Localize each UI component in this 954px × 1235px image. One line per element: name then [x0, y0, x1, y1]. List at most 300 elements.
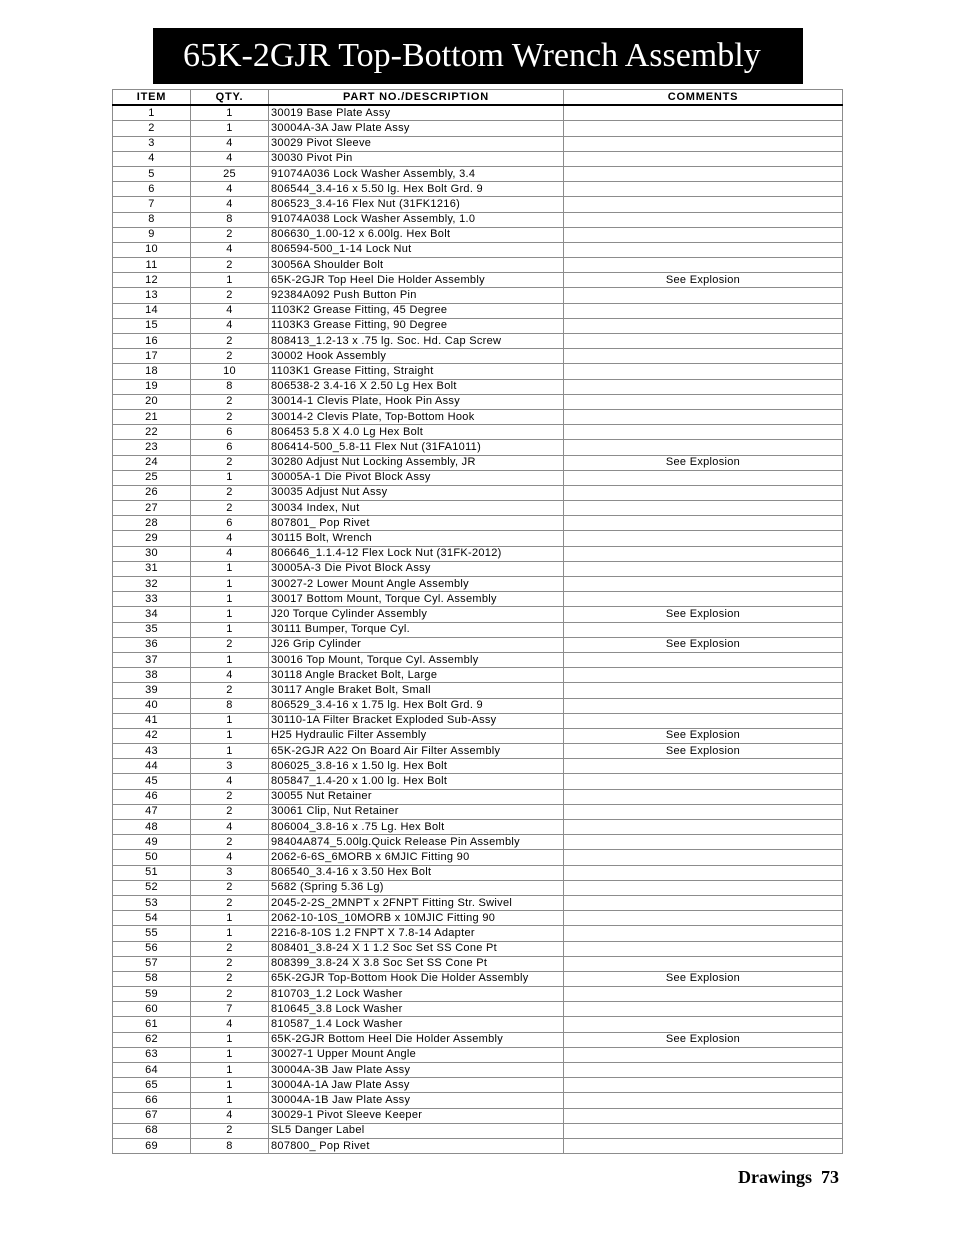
cell-description: 30111 Bumper, Torque Cyl.: [269, 622, 564, 637]
cell-comment: [564, 850, 843, 865]
cell-comment: [564, 288, 843, 303]
cell-description: 2216-8-10S 1.2 FNPT X 7.8-14 Adapter: [269, 926, 564, 941]
table-row: [113, 592, 843, 607]
cell-description: 30061 Clip, Nut Retainer: [269, 804, 564, 819]
cell-qty: 4: [191, 197, 269, 212]
table-row: [113, 470, 843, 485]
cell-item: 4: [113, 151, 191, 166]
table-row: [113, 379, 843, 394]
cell-description: 30056A Shoulder Bolt: [269, 258, 564, 273]
table-row: [113, 212, 843, 227]
table-row: [113, 1108, 843, 1123]
cell-item: 53: [113, 895, 191, 910]
cell-comment: [564, 577, 843, 592]
cell-comment: See Explosion: [564, 971, 843, 986]
cell-qty: 2: [191, 288, 269, 303]
cell-comment: [564, 379, 843, 394]
table-row: [113, 1123, 843, 1138]
cell-description: 30055 Nut Retainer: [269, 789, 564, 804]
header-qty: QTY.: [191, 90, 269, 106]
cell-description: 30110-1A Filter Bracket Exploded Sub-Assy: [269, 713, 564, 728]
cell-item: 29: [113, 531, 191, 546]
cell-item: 56: [113, 941, 191, 956]
cell-comment: [564, 941, 843, 956]
cell-comment: [564, 1123, 843, 1138]
cell-item: 16: [113, 334, 191, 349]
table-row: [113, 1138, 843, 1153]
cell-comment: See Explosion: [564, 607, 843, 622]
cell-qty: 1: [191, 273, 269, 288]
table-row: [113, 334, 843, 349]
table-row: [113, 1047, 843, 1062]
cell-qty: 1: [191, 622, 269, 637]
cell-description: 30004A-1A Jaw Plate Assy: [269, 1078, 564, 1093]
cell-description: 30115 Bolt, Wrench: [269, 531, 564, 546]
header-description: PART NO./DESCRIPTION: [269, 90, 564, 106]
table-row: [113, 151, 843, 166]
table-row: [113, 804, 843, 819]
cell-description: 30004A-3B Jaw Plate Assy: [269, 1063, 564, 1078]
cell-item: 28: [113, 516, 191, 531]
cell-item: 14: [113, 303, 191, 318]
cell-comment: [564, 1002, 843, 1017]
cell-item: 48: [113, 820, 191, 835]
cell-comment: [564, 698, 843, 713]
table-row: [113, 409, 843, 424]
cell-item: 52: [113, 880, 191, 895]
cell-qty: 1: [191, 1047, 269, 1062]
cell-description: 30034 Index, Nut: [269, 501, 564, 516]
cell-description: 30117 Angle Braket Bolt, Small: [269, 683, 564, 698]
cell-description: 810587_1.4 Lock Washer: [269, 1017, 564, 1032]
table-row: [113, 136, 843, 151]
cell-comment: See Explosion: [564, 1032, 843, 1047]
cell-description: 808399_3.8-24 X 3.8 Soc Set SS Cone Pt: [269, 956, 564, 971]
cell-description: 2062-6-6S_6MORB x 6MJIC Fitting 90: [269, 850, 564, 865]
table-row: [113, 227, 843, 242]
cell-qty: 6: [191, 516, 269, 531]
cell-qty: 1: [191, 561, 269, 576]
cell-item: 44: [113, 759, 191, 774]
table-row: [113, 789, 843, 804]
cell-comment: [564, 652, 843, 667]
cell-comment: [564, 1138, 843, 1153]
table-row: [113, 1093, 843, 1108]
cell-description: 30002 Hook Assembly: [269, 349, 564, 364]
cell-qty: 4: [191, 242, 269, 257]
cell-comment: [564, 531, 843, 546]
cell-description: 806646_1.1.4-12 Flex Lock Nut (31FK-2012): [269, 546, 564, 561]
cell-item: 62: [113, 1032, 191, 1047]
cell-item: 69: [113, 1138, 191, 1153]
cell-item: 45: [113, 774, 191, 789]
cell-comment: [564, 546, 843, 561]
cell-qty: 25: [191, 166, 269, 181]
cell-item: 22: [113, 425, 191, 440]
cell-item: 54: [113, 911, 191, 926]
cell-qty: 4: [191, 182, 269, 197]
table-row: [113, 637, 843, 652]
cell-qty: 1: [191, 1032, 269, 1047]
table-row: [113, 546, 843, 561]
cell-item: 21: [113, 409, 191, 424]
cell-comment: [564, 1108, 843, 1123]
cell-description: 1103K1 Grease Fitting, Straight: [269, 364, 564, 379]
cell-qty: 4: [191, 668, 269, 683]
table-row: [113, 668, 843, 683]
cell-qty: 2: [191, 227, 269, 242]
cell-comment: [564, 789, 843, 804]
cell-qty: 3: [191, 865, 269, 880]
cell-comment: [564, 151, 843, 166]
cell-qty: 2: [191, 880, 269, 895]
cell-comment: [564, 394, 843, 409]
table-row: [113, 895, 843, 910]
cell-item: 23: [113, 440, 191, 455]
cell-item: 35: [113, 622, 191, 637]
table-row: [113, 850, 843, 865]
cell-item: 7: [113, 197, 191, 212]
cell-description: 30029-1 Pivot Sleeve Keeper: [269, 1108, 564, 1123]
cell-qty: 6: [191, 425, 269, 440]
cell-qty: 8: [191, 1138, 269, 1153]
cell-qty: 2: [191, 804, 269, 819]
page-number: 73: [821, 1167, 839, 1187]
cell-comment: [564, 880, 843, 895]
cell-comment: [564, 911, 843, 926]
cell-description: 1103K3 Grease Fitting, 90 Degree: [269, 318, 564, 333]
cell-description: 30014-2 Clevis Plate, Top-Bottom Hook: [269, 409, 564, 424]
table-row: [113, 303, 843, 318]
cell-qty: 1: [191, 911, 269, 926]
cell-item: 15: [113, 318, 191, 333]
cell-qty: 2: [191, 485, 269, 500]
cell-qty: 7: [191, 1002, 269, 1017]
table-row: [113, 516, 843, 531]
table-row: [113, 987, 843, 1002]
table-row: [113, 561, 843, 576]
cell-item: 61: [113, 1017, 191, 1032]
cell-comment: [564, 166, 843, 181]
cell-description: 806594-500_1-14 Lock Nut: [269, 242, 564, 257]
cell-comment: [564, 501, 843, 516]
cell-comment: [564, 1017, 843, 1032]
cell-description: 30005A-1 Die Pivot Block Assy: [269, 470, 564, 485]
cell-qty: 1: [191, 926, 269, 941]
cell-comment: [564, 303, 843, 318]
cell-qty: 2: [191, 409, 269, 424]
cell-description: 30004A-3A Jaw Plate Assy: [269, 121, 564, 136]
cell-comment: [564, 105, 843, 121]
cell-comment: [564, 956, 843, 971]
table-row: [113, 956, 843, 971]
cell-qty: 4: [191, 318, 269, 333]
cell-qty: 1: [191, 105, 269, 121]
cell-comment: [564, 242, 843, 257]
cell-qty: 1: [191, 1078, 269, 1093]
cell-description: 806529_3.4-16 x 1.75 lg. Hex Bolt Grd. 9: [269, 698, 564, 713]
table-row: [113, 698, 843, 713]
cell-item: 67: [113, 1108, 191, 1123]
cell-comment: [564, 759, 843, 774]
cell-qty: 2: [191, 941, 269, 956]
cell-item: 31: [113, 561, 191, 576]
cell-description: J26 Grip Cylinder: [269, 637, 564, 652]
cell-item: 46: [113, 789, 191, 804]
cell-comment: [564, 349, 843, 364]
cell-comment: [564, 364, 843, 379]
cell-comment: [564, 683, 843, 698]
cell-comment: [564, 440, 843, 455]
table-row: [113, 288, 843, 303]
cell-description: 92384A092 Push Button Pin: [269, 288, 564, 303]
cell-comment: [564, 865, 843, 880]
cell-description: 65K-2GJR Top-Bottom Hook Die Holder Assembly: [269, 971, 564, 986]
cell-qty: 4: [191, 546, 269, 561]
cell-description: 806004_3.8-16 x .75 Lg. Hex Bolt: [269, 820, 564, 835]
cell-description: 30019 Base Plate Assy: [269, 105, 564, 121]
cell-description: 98404A874_5.00lg.Quick Release Pin Assembly: [269, 835, 564, 850]
table-row: [113, 652, 843, 667]
cell-comment: [564, 1063, 843, 1078]
table-row: [113, 440, 843, 455]
table-row: [113, 880, 843, 895]
cell-item: 43: [113, 744, 191, 759]
cell-comment: [564, 622, 843, 637]
cell-item: 55: [113, 926, 191, 941]
cell-description: 65K-2GJR A22 On Board Air Filter Assembly: [269, 744, 564, 759]
cell-qty: 1: [191, 121, 269, 136]
cell-description: 30016 Top Mount, Torque Cyl. Assembly: [269, 652, 564, 667]
table-row: [113, 1032, 843, 1047]
cell-description: SL5 Danger Label: [269, 1123, 564, 1138]
cell-qty: 1: [191, 470, 269, 485]
parts-table-body: [113, 105, 843, 1153]
cell-description: 806025_3.8-16 x 1.50 lg. Hex Bolt: [269, 759, 564, 774]
cell-qty: 2: [191, 683, 269, 698]
parts-table-header: [113, 90, 843, 106]
table-row: [113, 394, 843, 409]
cell-comment: [564, 774, 843, 789]
cell-qty: 4: [191, 850, 269, 865]
cell-qty: 8: [191, 698, 269, 713]
cell-description: 30030 Pivot Pin: [269, 151, 564, 166]
cell-item: 12: [113, 273, 191, 288]
parts-table: [112, 89, 843, 1154]
table-row: [113, 911, 843, 926]
cell-qty: 2: [191, 637, 269, 652]
cell-description: 30027-1 Upper Mount Angle: [269, 1047, 564, 1062]
cell-description: 91074A036 Lock Washer Assembly, 3.4: [269, 166, 564, 181]
cell-comment: [564, 227, 843, 242]
cell-item: 40: [113, 698, 191, 713]
table-row: [113, 744, 843, 759]
cell-description: 806544_3.4-16 x 5.50 lg. Hex Bolt Grd. 9: [269, 182, 564, 197]
cell-comment: [564, 1078, 843, 1093]
cell-comment: [564, 318, 843, 333]
page-footer: [738, 1167, 839, 1188]
cell-item: 25: [113, 470, 191, 485]
table-row: [113, 941, 843, 956]
cell-item: 32: [113, 577, 191, 592]
table-row: [113, 349, 843, 364]
cell-qty: 2: [191, 455, 269, 470]
table-row: [113, 364, 843, 379]
cell-comment: [564, 592, 843, 607]
cell-comment: [564, 1093, 843, 1108]
cell-qty: 10: [191, 364, 269, 379]
cell-item: 49: [113, 835, 191, 850]
table-row: [113, 455, 843, 470]
cell-item: 58: [113, 971, 191, 986]
cell-item: 20: [113, 394, 191, 409]
cell-item: 42: [113, 728, 191, 743]
cell-qty: 1: [191, 592, 269, 607]
cell-qty: 4: [191, 820, 269, 835]
table-row: [113, 197, 843, 212]
cell-comment: [564, 485, 843, 500]
cell-item: 5: [113, 166, 191, 181]
cell-qty: 1: [191, 1093, 269, 1108]
cell-comment: [564, 516, 843, 531]
table-row: [113, 835, 843, 850]
cell-comment: See Explosion: [564, 455, 843, 470]
cell-description: J20 Torque Cylinder Assembly: [269, 607, 564, 622]
cell-description: 806523_3.4-16 Flex Nut (31FK1216): [269, 197, 564, 212]
table-row: [113, 166, 843, 181]
cell-description: 30035 Adjust Nut Assy: [269, 485, 564, 500]
cell-comment: [564, 212, 843, 227]
cell-description: 30014-1 Clevis Plate, Hook Pin Assy: [269, 394, 564, 409]
cell-item: 38: [113, 668, 191, 683]
cell-item: 9: [113, 227, 191, 242]
cell-comment: [564, 1047, 843, 1062]
cell-qty: 1: [191, 607, 269, 622]
header-item: ITEM: [113, 90, 191, 106]
cell-description: 30118 Angle Bracket Bolt, Large: [269, 668, 564, 683]
table-row: [113, 577, 843, 592]
table-row: [113, 622, 843, 637]
table-row: [113, 820, 843, 835]
table-row: [113, 182, 843, 197]
cell-qty: 2: [191, 971, 269, 986]
cell-item: 1: [113, 105, 191, 121]
cell-item: 50: [113, 850, 191, 865]
cell-comment: [564, 470, 843, 485]
cell-item: 41: [113, 713, 191, 728]
cell-description: 5682 (Spring 5.36 Lg): [269, 880, 564, 895]
table-row: [113, 485, 843, 500]
cell-comment: See Explosion: [564, 637, 843, 652]
cell-item: 24: [113, 455, 191, 470]
cell-item: 60: [113, 1002, 191, 1017]
cell-qty: 2: [191, 789, 269, 804]
cell-description: 806414-500_5.8-11 Flex Nut (31FA1011): [269, 440, 564, 455]
cell-description: 810703_1.2 Lock Washer: [269, 987, 564, 1002]
cell-item: 34: [113, 607, 191, 622]
cell-qty: 1: [191, 1063, 269, 1078]
table-row: [113, 971, 843, 986]
cell-description: 810645_3.8 Lock Washer: [269, 1002, 564, 1017]
cell-comment: [564, 136, 843, 151]
cell-comment: [564, 182, 843, 197]
cell-item: 33: [113, 592, 191, 607]
table-row: [113, 1017, 843, 1032]
table-row: [113, 926, 843, 941]
cell-item: 63: [113, 1047, 191, 1062]
cell-description: 30017 Bottom Mount, Torque Cyl. Assembly: [269, 592, 564, 607]
cell-item: 19: [113, 379, 191, 394]
table-row: [113, 242, 843, 257]
table-row: [113, 1063, 843, 1078]
table-row: [113, 1078, 843, 1093]
cell-comment: [564, 820, 843, 835]
cell-item: 64: [113, 1063, 191, 1078]
table-row: [113, 105, 843, 121]
cell-item: 30: [113, 546, 191, 561]
table-row: [113, 258, 843, 273]
cell-item: 10: [113, 242, 191, 257]
cell-item: 8: [113, 212, 191, 227]
table-row: [113, 425, 843, 440]
cell-item: 27: [113, 501, 191, 516]
cell-description: 30027-2 Lower Mount Angle Assembly: [269, 577, 564, 592]
cell-qty: 2: [191, 1123, 269, 1138]
cell-comment: [564, 713, 843, 728]
cell-comment: [564, 668, 843, 683]
cell-comment: [564, 895, 843, 910]
cell-qty: 2: [191, 334, 269, 349]
cell-qty: 2: [191, 258, 269, 273]
cell-qty: 6: [191, 440, 269, 455]
cell-comment: [564, 804, 843, 819]
table-row: [113, 774, 843, 789]
cell-description: 2045-2-2S_2MNPT x 2FNPT Fitting Str. Swivel: [269, 895, 564, 910]
cell-item: 57: [113, 956, 191, 971]
table-row: [113, 273, 843, 288]
cell-description: 65K-2GJR Top Heel Die Holder Assembly: [269, 273, 564, 288]
header-row: [113, 90, 843, 106]
table-row: [113, 318, 843, 333]
cell-item: 3: [113, 136, 191, 151]
table-row: [113, 607, 843, 622]
cell-description: 806630_1.00-12 x 6.00lg. Hex Bolt: [269, 227, 564, 242]
table-row: [113, 121, 843, 136]
cell-item: 68: [113, 1123, 191, 1138]
cell-description: 30280 Adjust Nut Locking Assembly, JR: [269, 455, 564, 470]
cell-comment: [564, 258, 843, 273]
cell-qty: 4: [191, 531, 269, 546]
cell-qty: 2: [191, 895, 269, 910]
cell-description: 30004A-1B Jaw Plate Assy: [269, 1093, 564, 1108]
cell-qty: 4: [191, 774, 269, 789]
cell-comment: See Explosion: [564, 273, 843, 288]
cell-qty: 2: [191, 835, 269, 850]
table-row: [113, 501, 843, 516]
cell-qty: 2: [191, 394, 269, 409]
cell-qty: 2: [191, 987, 269, 1002]
cell-item: 39: [113, 683, 191, 698]
cell-item: 13: [113, 288, 191, 303]
footer-section: Drawings: [737, 1167, 812, 1187]
cell-item: 6: [113, 182, 191, 197]
cell-item: 47: [113, 804, 191, 819]
cell-qty: 1: [191, 713, 269, 728]
cell-description: 807800_ Pop Rivet: [269, 1138, 564, 1153]
cell-qty: 8: [191, 379, 269, 394]
cell-item: 66: [113, 1093, 191, 1108]
header-comments: COMMENTS: [564, 90, 843, 106]
